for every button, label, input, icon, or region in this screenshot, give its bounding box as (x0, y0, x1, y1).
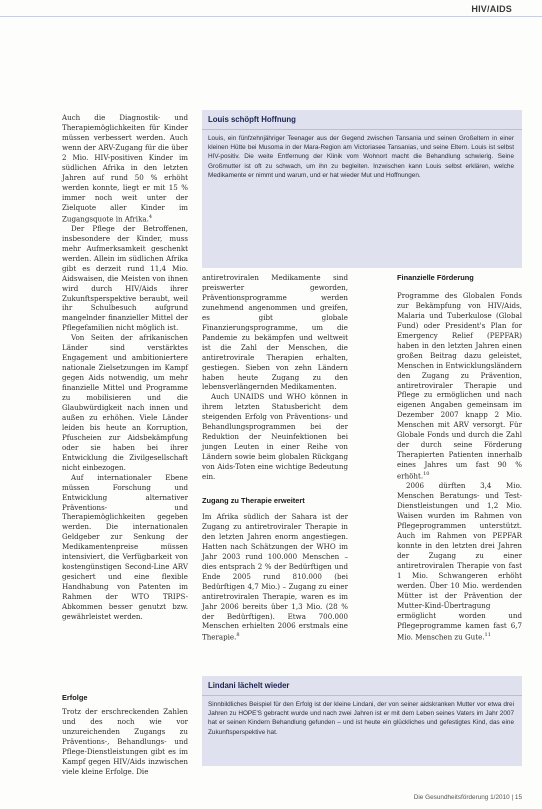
box-text-lindani: Sinnbildliches Beispiel für den Erfolg ist der kleine Lindani, der von seiner aidskranken Mutter vor etwa drei Jahren zu HOPE'S gebracht wurde und nach zwei Jahren ist er mit dem Leben seines Vaters im Jahr 2007 hat er seinen Kindern Behandlung gefunden – und ist heute ein glückliches und gefestigtes Kind, das eine Zukunftsperspektive hat. (208, 701, 514, 736)
column-1-lower (62, 693, 188, 777)
paragraph: antiretroviralen Medikamente sind preiswerter geworden, Präventionsprogramme werden zunehmend angenommen und greifen, es gibt globale Finanzierungsprogramme, um die Pandemie zu bekämpfen und weltweit ist die Zahl der Menschen, die antiretrovirale Therapien erhalten, gestiegen. Sieben von zehn Ländern haben heute Zugang zu den lebensverlängernden Medikamenten. (202, 273, 348, 392)
box-divider (202, 695, 522, 696)
paragraph: 2006 dürften 3,4 Mio. Menschen Beratungs- und Test-Dienstleistungen und 1,2 Mio. Waisen wurden im Rahmen von Pflegeprogrammen unterstützt. Auch im Rahmen von PEPFAR konnte in den letzten drei Jahren der Zugang zu einer antiretroviralen Therapie von fast 1 Mio. Schwangeren erhöht werden. Über 10 Mio. werdenden Mütter ist der Prävention der Mutter-Kind-Übertragung ermöglicht worden und Pflegeprogramme kamen fast 6,7 Mio. Menschen zu Gute.$^{11}$ (397, 481, 522, 642)
header-rule (0, 16, 542, 17)
column-1 (62, 113, 188, 622)
paragraph: Der Pflege der Betroffenen, insbesondere der Kinder, muss mehr Aufmerksamkeit geschenkt werden. Allein im südlichen Afrika gibt es derzeit rund 11,4 Mio. Aidswaisen, die Meisten von ihnen wird durch HIV/Aids ihrer Zukunftsperspektive beraubt, weil ihr Schulbesuch aufgrund mangelnder finanzieller Mittel der Pflegefamilien nicht möglich ist. (62, 223, 188, 333)
column-3 (397, 273, 522, 642)
heading-erfolge: Erfolge (62, 693, 88, 702)
paragraph: Im Afrika südlich der Sahara ist der Zugang zu antiretroviraler Therapie in den letzten Jahren enorm angestiegen. Hatten nach Schätzungen der WHO im Jahr 2003 rund 100.000 Menschen – dies entsprach 2 % der Bedürftigen und Ende 2005 rund 810.000 (bei Bedürftigen 4,7 Mio.) – Zugang zu einer antiretroviralen Therapie, waren es im Jahr 2006 bereits über 1,3 Mio. (28 % der Bedürftigen). Etwa 700.000 Menschen erhielten 2006 erstmals eine Therapie.$^8$ (202, 511, 348, 642)
box-title-louis: Louis schöpft Hoffnung (208, 115, 296, 124)
heading-finanzielle-foerderung: Finanzielle Förderung (397, 273, 474, 282)
box-title-lindani: Lindani lächelt wieder (208, 681, 290, 690)
box-text-louis: Louis, ein fünfzehnjähriger Teenager aus der Gegend zwischen Tansania und seinen Großeltern in einer kleinen Hütte bei Musoma in der Mara-Region am Victoriasee Tansanias, und seine Eltern. Louis ist selbst HIV-positiv. Die weite Entfernung der Klinik vom Wohnort macht die Behandlung schwierig. Seine Großmutter ist oft zu schwach, um ihn zu begleiten. Inzwischen kann Louis selbst erklären, welche Medikamente er nimmt und warum, und er hat wieder Mut und Hoffnungen. (208, 135, 514, 179)
paragraph: Auf internationaler Ebene müssen Forschung und Entwicklung alternativer Präventions- und Therapiemöglichkeiten gegeben werden. Die internationalen Geldgeber zur Senkung der Medikamentenpreise müssen intensiviert, die Verfügbarkeit von kostengünstigen Second-Line ARV gesichert und eine flexible Handhabung von Patenten im Rahmen der WTO TRIPS-Abkommen besser genutzt bzw. gewährleistet werden. (62, 472, 188, 622)
page-footer: Die Gesundheitsförderung 1/2010 | 15 (413, 794, 522, 801)
paragraph: Auch die Diagnostik- und Therapiemöglichkeiten für Kinder müssen verbessert werden. Auch wenn der ARV-Zugang für die über 2 Mio. HIV-positiven Kinder im südlichen Afrika in den letzten Jahren auf rund 50 % erhöht werden konnte, liegt er mit 15 % immer noch weit unter der Zielquote aller Kinder im Zugangsquote in Afrika.$^4$ (62, 113, 188, 223)
heading-zugang: Zugang zu Therapie erweitert (202, 496, 305, 506)
box-divider (202, 129, 522, 130)
paragraph: Von Seiten der afrikanischen Länder sind verstärktes Engagement und ambitioniertere nationale Zielsetzungen im Kampf gegen Aids notwendig, um mehr finanzielle Mittel und Programme zu mobilisieren und die Glaubwürdigkeit nach innen und außen zu erhöhen. Viele Länder leiden bis heute an Korruption, Pfuscheien zur Aidsbekämpfung oder sie haben bei ihrer Entwicklung die Zivilgesellschaft nicht einbezogen. (62, 333, 188, 472)
section-tag: HIV/AIDS (471, 4, 512, 14)
paragraph: Auch UNAIDS und WHO können in ihrem letzten Statusbericht dem steigenden Erfolg von Präventions- und Behandlungsprogrammen bei der Reduktion der Neuinfektionen bei jungen Leuten in einer Reihe von Ländern sowie beim globalen Rückgang von Aids-Toten eine wichtige Bedeutung ein. (202, 392, 348, 482)
column-2 (202, 273, 348, 643)
paragraph: Trotz der erschreckenden Zahlen und des noch wie vor unzureichenden Zugangs zu Präventions-, Behandlungs- und Pflege-Dienstleistungen gibt es im Kampf gegen HIV/Aids inzwischen viele kleine Erfolge. Die (62, 706, 188, 776)
paragraph: Programme des Globalen Fonds zur Bekämpfung von HIV/Aids, Malaria und Tuberkulose (Global Fund) oder President's Plan for Emergency Relief (PEPFAR) haben in den letzten Jahren einen großen Beitrag dazu geleistet, Menschen in Entwicklungsländern den Zugang zu Prävention, antiretroviraler Therapie und Pflege zu ermöglichen und nach eigenen Angaben gemeinsam im Dezember 2007 knapp 2 Mio. Menschen mit ARV versorgt. Für Globale Fonds und durch die Zahl der durch seine Förderung Therapierten Patienten innerhalb eines Jahres um fast 90 % erhöht.$^{10}$ (397, 290, 522, 481)
